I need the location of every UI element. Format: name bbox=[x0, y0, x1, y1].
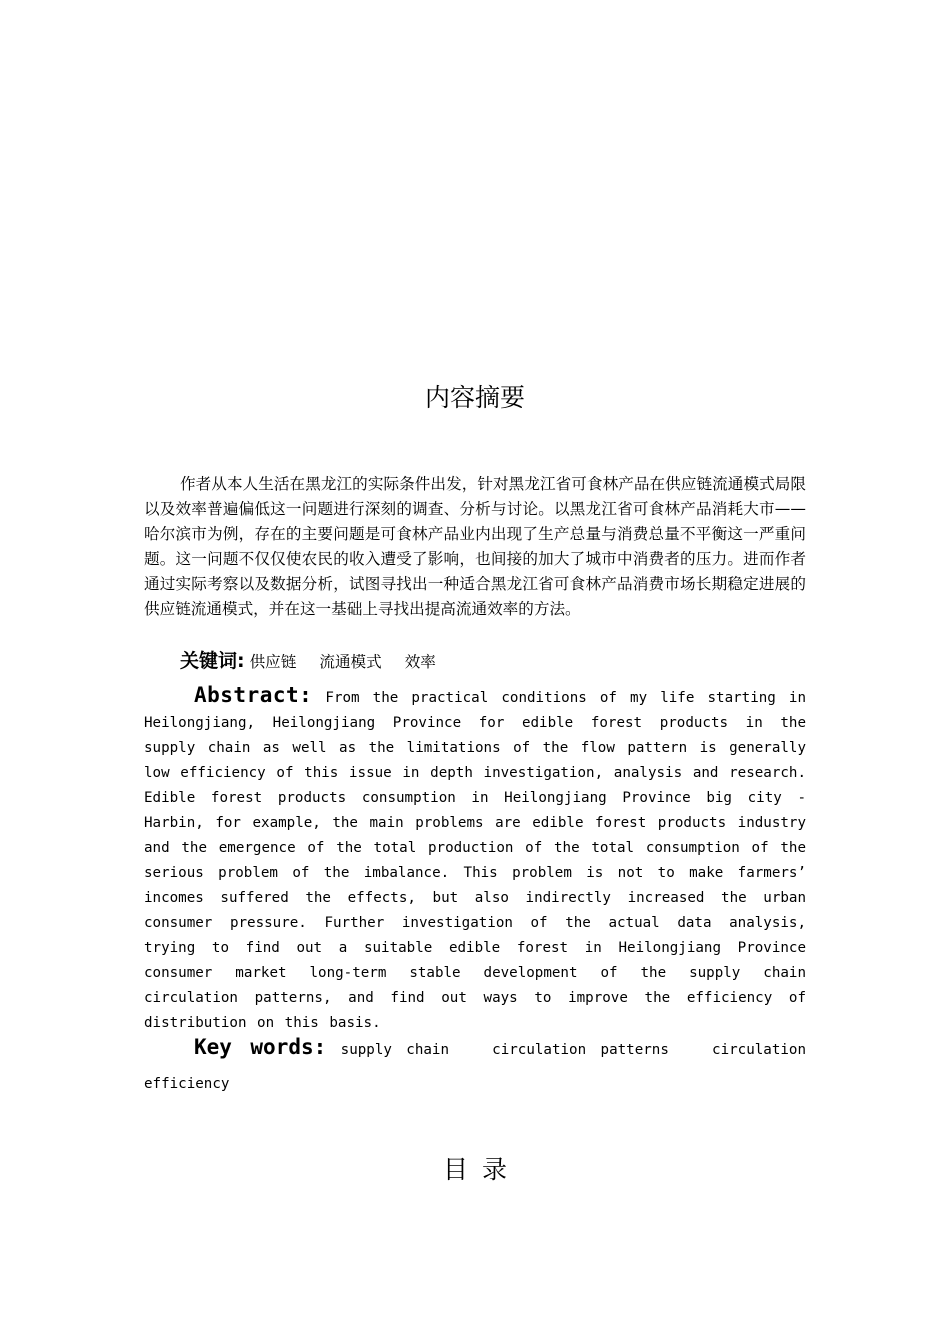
chinese-keyword: 效率 bbox=[404, 653, 436, 671]
chinese-keywords bbox=[180, 648, 454, 675]
chinese-keyword: 供应链 bbox=[249, 653, 297, 671]
chinese-abstract-body: 作者从本人生活在黑龙江的实际条件出发，针对黑龙江省可食林产品在供应链流通模式局限以及效率普遍偏低这一问题进行深刻的调查、分析与讨论。以黑龙江省可食林产品消耗大市——哈尔滨市为例，存在的主要问题是可食林产品业内出现了生产总量与消费总量不平衡这一严重问题。这一问题不仅仅使农民的收入遭受了影响，也间接的加大了城市中消费者的压力。进而作者通过实际考察以及数据分析，试图寻找出一种适合黑龙江省可食林产品消费市场长期稳定进展的供应链流通模式，并在这一基础上寻找出提高流通效率的方法。 bbox=[144, 475, 806, 618]
english-abstract bbox=[144, 683, 806, 1036]
abstract-title: 内容摘要 bbox=[424, 383, 525, 412]
chinese-keywords-label: 关键词: bbox=[180, 650, 245, 672]
english-abstract-label: Abstract: bbox=[194, 683, 313, 707]
english-keywords-list: supply chain circulation patterns circulation efficiency bbox=[144, 1042, 815, 1092]
english-keywords bbox=[144, 1030, 815, 1101]
chinese-keyword: 流通模式 bbox=[319, 653, 382, 671]
english-keywords-label: Key words: bbox=[194, 1035, 327, 1059]
table-of-contents-title: 目录 bbox=[442, 1155, 521, 1184]
english-abstract-body: From the practical conditions of my life starting in Heilongjiang, Heilongjiang Province for edible forest products in the supply chain as well as the limitations of the flow pattern is generally low efficiency of this issue in depth investigation, analysis and research. Edible forest products consumption in Heilongjiang Province big city - Harbin, for example, the main problems are edible forest products industry and the emergence of the total production of the total consumption of the serious problem of the imbalance. This problem is not to make farmers’ incomes suffered the effects, but also indirectly increased the urban consumer pressure. Further investigation of the actual data analysis, trying to find out a suitable edible forest in Heilongjiang Province consumer market long-term stable development of the supply chain circulation patterns, and find out ways to improve the efficiency of distribution on this basis. bbox=[144, 690, 806, 1031]
